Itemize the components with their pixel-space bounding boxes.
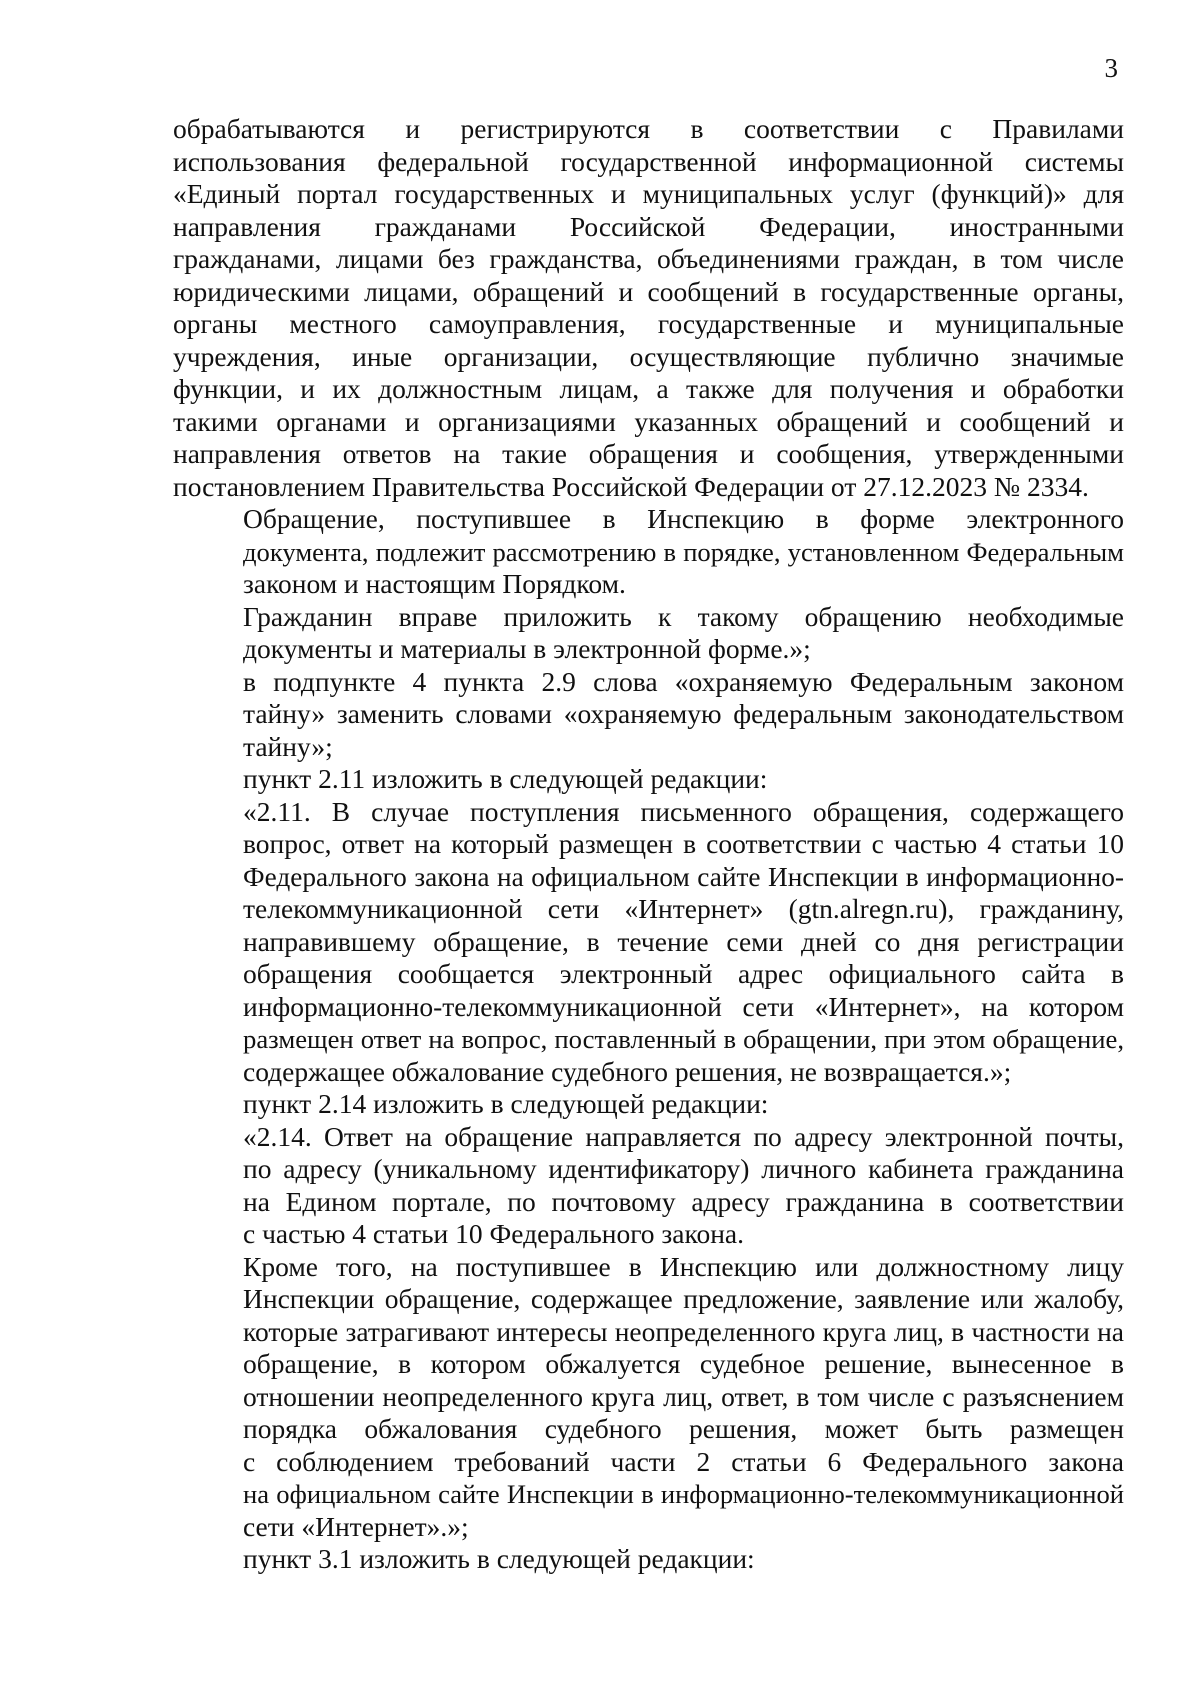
text-line: органы местного самоуправления, государственные и муниципальные — [173, 308, 1124, 339]
paragraph — [173, 1121, 1124, 1251]
text-line: Федерального закона на официальном сайте Инспекции в информационно- — [243, 861, 1124, 892]
page-number: 3 — [1104, 53, 1118, 83]
text-line: содержащее обжалование судебного решения, не возвращается.»; — [243, 1055, 1012, 1087]
text-line: телекоммуникационной сети «Интернет» (gtn.alregn.ru), гражданину, — [243, 893, 1124, 924]
text-line: которые затрагивают интересы неопределенного круга лиц, в частности на — [243, 1315, 1124, 1347]
text-line: «Единый портал государственных и муниципальных услуг (функций)» для — [173, 178, 1124, 209]
text-line: по адресу (уникальному идентификатору) личного кабинета гражданина — [243, 1153, 1124, 1184]
text-line: направления гражданами Российской Федерации, иностранными — [173, 210, 1124, 242]
paragraph — [173, 503, 1124, 601]
paragraph — [173, 1251, 1124, 1544]
text-line: обрабатываются и регистрируются в соответствии с Правилами — [173, 113, 1124, 144]
text-line: документы и материалы в электронной форме.»; — [243, 633, 811, 664]
text-line: отношении неопределенного круга лиц, ответ, в том числе с разъяснением — [243, 1380, 1124, 1412]
text-line: такими органами и организациями указанных обращений и сообщений и — [173, 405, 1124, 437]
text-line: пункт 2.11 изложить в следующей редакции: — [243, 763, 768, 794]
text-line: учреждения, иные организации, осуществляющие публично значимые — [173, 340, 1124, 372]
text-line: Кроме того, на поступившее в Инспекцию или должностному лицу — [243, 1250, 1124, 1282]
text-line: использования федеральной государственной информационной системы — [173, 145, 1124, 177]
text-line: направившему обращение, в течение семи дней со дня регистрации — [243, 925, 1124, 957]
text-line: постановлением Правительства Российской Федерации от 27.12.2023 № 2334. — [173, 470, 1089, 502]
text-line: пункт 3.1 изложить в следующей редакции: — [243, 1543, 755, 1574]
text-line: юридическими лицами, обращений и сообщений в государственные органы, — [173, 275, 1124, 307]
text-line: пункт 2.14 изложить в следующей редакции: — [243, 1088, 769, 1119]
text-line: гражданами, лицами без гражданства, объединениями граждан, в том числе — [173, 243, 1124, 274]
paragraph — [173, 113, 1124, 503]
text-line: на Едином портале, по почтовому адресу гражданина в соответствии — [243, 1185, 1124, 1217]
text-line: обращения сообщается электронный адрес официального сайта в — [243, 958, 1124, 989]
text-line: функции, и их должностным лицам, а также для получения и обработки — [173, 373, 1124, 404]
document-body — [173, 113, 1124, 1576]
text-line: информационно-телекоммуникационной сети «Интернет», на котором — [243, 990, 1124, 1022]
text-line: направления ответов на такие обращения и сообщения, утвержденными — [173, 438, 1124, 469]
text-line: «2.14. Ответ на обращение направляется по адресу электронной почты, — [243, 1120, 1124, 1152]
text-line: законом и настоящим Порядком. — [243, 568, 626, 599]
paragraph — [173, 666, 1124, 764]
text-line: Гражданин вправе приложить к такому обращению необходимые — [243, 600, 1124, 632]
text-line: на официальном сайте Инспекции в информационно-телекоммуникационной — [243, 1479, 1124, 1509]
paragraph — [173, 1543, 1124, 1576]
text-line: с соблюдением требований части 2 статьи 6 Федерального закона — [243, 1445, 1124, 1477]
text-line: сети «Интернет».»; — [243, 1510, 469, 1542]
text-line: Инспекции обращение, содержащее предложение, заявление или жалобу, — [243, 1283, 1124, 1314]
text-line: порядка обжалования судебного решения, может быть размещен — [243, 1413, 1124, 1444]
text-line: тайну» заменить словами «охраняемую федеральным законодательством — [243, 698, 1124, 729]
paragraph — [173, 796, 1124, 1089]
text-line: с частью 4 статьи 10 Федерального закона. — [243, 1218, 745, 1249]
text-line: документа, подлежит рассмотрению в порядке, установленном Федеральным — [243, 536, 1124, 567]
paragraph — [173, 1088, 1124, 1121]
text-line: тайну»; — [243, 730, 333, 762]
paragraph — [173, 763, 1124, 796]
text-line: вопрос, ответ на который размещен в соответствии с частью 4 статьи 10 — [243, 828, 1124, 859]
text-line: «2.11. В случае поступления письменного обращения, содержащего — [243, 795, 1124, 827]
text-line: в подпункте 4 пункта 2.9 слова «охраняемую Федеральным законом — [243, 665, 1124, 697]
text-line: обращение, в котором обжалуется судебное решение, вынесенное в — [243, 1348, 1124, 1379]
text-line: Обращение, поступившее в Инспекцию в форме электронного — [243, 503, 1124, 534]
paragraph — [173, 601, 1124, 666]
text-line: размещен ответ на вопрос, поставленный в обращении, при этом обращение, — [243, 1024, 1124, 1054]
